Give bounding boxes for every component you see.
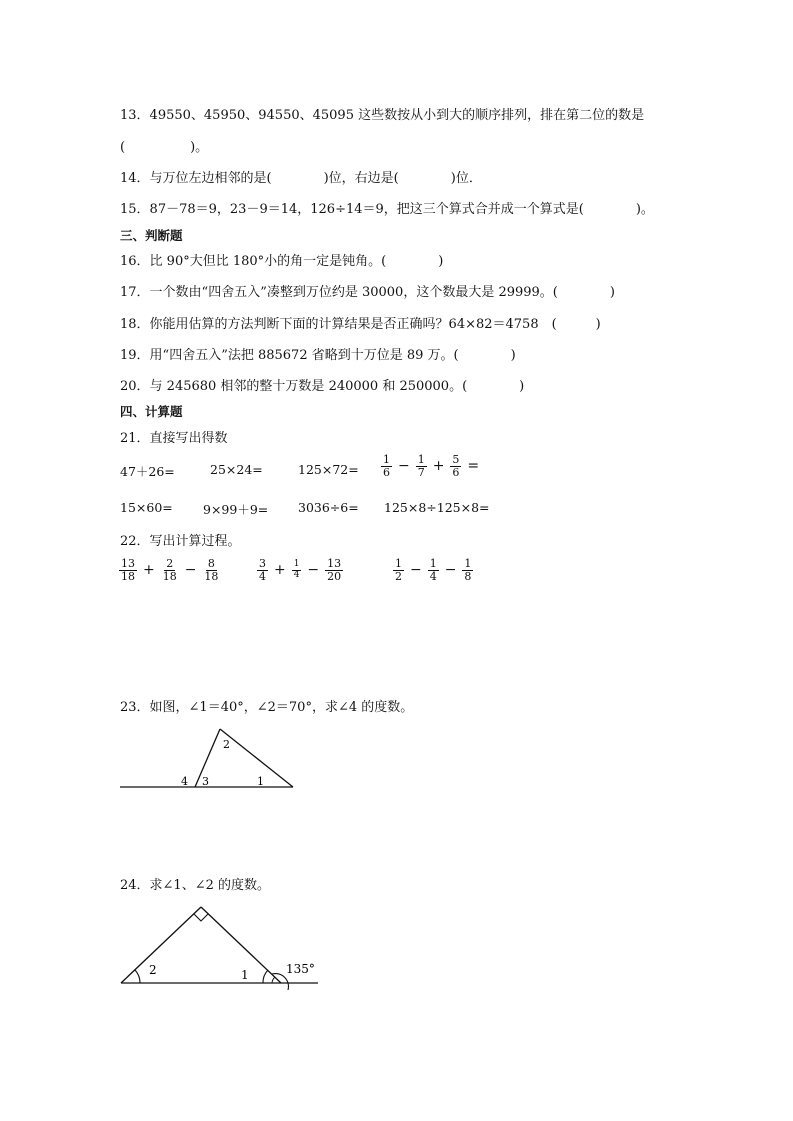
- fraction: $\frac{5}{6}$: [452, 453, 460, 479]
- operator: +: [432, 458, 445, 475]
- fraction-expression-3: [392, 558, 474, 582]
- question-22-title: 22．写出计算过程。: [120, 534, 241, 549]
- fraction-expression-q21: [380, 454, 480, 478]
- operator: −: [184, 562, 197, 579]
- fraction-expression-1: [118, 558, 221, 582]
- operator: −: [409, 562, 422, 579]
- calc-item: 47＋26=: [120, 464, 175, 479]
- angle-label-135: 135°: [286, 962, 315, 976]
- calc-item: 3036÷6=: [298, 500, 359, 515]
- fraction: $\frac{13}{20}$: [327, 557, 342, 583]
- fraction-expression-2: [256, 558, 344, 582]
- angle-label-1: 1: [241, 968, 249, 982]
- fraction: $\frac{2}{18}$: [162, 557, 177, 583]
- calc-item: 9×99＋9=: [203, 502, 269, 517]
- triangle-side: [121, 907, 201, 983]
- fraction: $\frac{1}{2}$: [395, 557, 402, 583]
- question-20: 20．与 245680 相邻的整十万数是 240000 和 250000。( ): [120, 379, 525, 394]
- fraction: $\frac{1}{4}$: [429, 557, 437, 583]
- fraction: $\frac{1}{7}$: [417, 453, 425, 479]
- operator: −: [397, 458, 410, 475]
- question-19: 19．用“四舍五入”法把 885672 省略到十万位是 89 万。( ): [120, 348, 516, 363]
- calc-item: 25×24=: [210, 462, 263, 477]
- angle-arc-1: [263, 970, 268, 983]
- triangle-figure-q24: [115, 900, 325, 990]
- question-18: 18．你能用估算的方法判断下面的计算结果是否正确吗？64×82＝4758 ( ): [120, 317, 601, 332]
- calc-item: 125×72=: [298, 462, 359, 477]
- question-21-title: 21．直接写出得数: [120, 431, 228, 446]
- calc-item: 125×8÷125×8=: [384, 500, 490, 515]
- operator: +: [142, 562, 155, 579]
- angle-label-2: 2: [223, 738, 230, 751]
- angle-arc-2: [135, 970, 140, 983]
- right-angle-mark: [194, 914, 208, 921]
- fraction: $\frac{3}{4}$: [259, 557, 266, 583]
- question-15: 15．87－78＝9，23－9＝14，126÷14＝9，把这三个算式合并成一个算式是( )。: [120, 202, 654, 217]
- section-heading-judgement: 三、判断题: [120, 228, 183, 243]
- fraction: $\frac{1}{6}$: [383, 453, 390, 479]
- fraction: $\frac{13}{18}$: [121, 557, 135, 583]
- question-13-line1: 13．49550、45950、94550、45095 这些数按从小到大的顺序排列，排在第二位的数是: [120, 108, 645, 123]
- equals-sign: =: [467, 458, 480, 475]
- angle-label-1: 1: [257, 775, 264, 788]
- question-16: 16．比 90°大但比 180°小的角一定是钝角。( ): [120, 254, 444, 269]
- angle-label-4: 4: [181, 775, 188, 788]
- angle-label-2: 2: [149, 963, 157, 977]
- angle-label-3: 3: [202, 775, 209, 788]
- calc-item: 15×60=: [120, 500, 173, 515]
- triangle-figure-q23: [115, 724, 305, 796]
- section-heading-calculation: 四、计算题: [120, 404, 183, 419]
- question-24-title: 24．求∠1、∠2 的度数。: [120, 878, 271, 893]
- question-17: 17．一个数由“四舍五入”凑整到万位约是 30000，这个数最大是 29999。( ): [120, 285, 615, 300]
- operator: −: [444, 562, 457, 579]
- operator: +: [273, 562, 286, 579]
- fraction: $\frac{1}{8}$: [464, 557, 472, 583]
- question-23-title: 23．如图，∠1＝40°，∠2＝70°，求∠4 的度数。: [120, 700, 414, 715]
- question-13-line2: ( )。: [120, 140, 209, 155]
- fraction: $\frac{1}{4}$: [293, 559, 300, 580]
- operator: −: [307, 562, 320, 579]
- question-14: 14．与万位左边相邻的是( )位，右边是( )位．: [120, 171, 482, 186]
- angle-arc-inner: [272, 977, 275, 983]
- fraction: $\frac{8}{18}$: [204, 557, 219, 583]
